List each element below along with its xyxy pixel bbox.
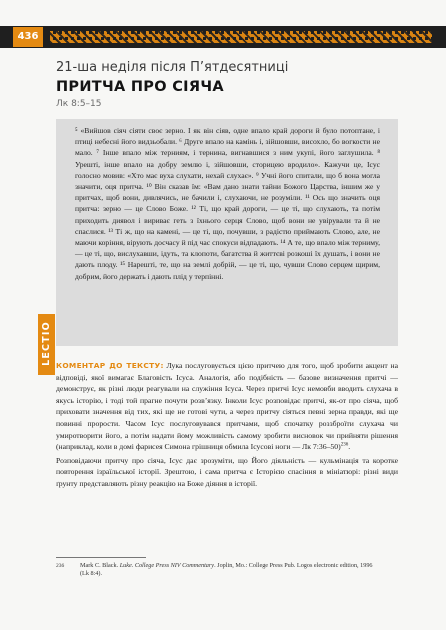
footnote-divider xyxy=(56,557,146,558)
sunday-title: 21-ша неділя після П’ятдесятниці xyxy=(56,60,289,75)
lectio-text: ⁵ «Вийшов сіяч сіяти своє зерно. І як він сіяв, одне впало край дороги й було потоптане, і птиці небесні його видзьобали. ⁶ Друге впало на камінь і, зійшовши, висохло, бо вогкости не мало. ⁷ Інше впало між терниям, і тернина, вигнавшися з ним укупі, його заглушила. ⁸ Урешті, інше впало на добру землю і, зійшовши, сторицею вродило». Кажучи це, Ісус голосно мовив: «Хто має вуха слухати, нехай слухає». ⁹ Учні його спитали, що б вона могла значити, оця притча. ¹⁰ Він сказав їм: «Вам дано знати тайни Божого Царства, іншим же у притчах, щоб вони, дивлячись, не бачили і, слухаючи, не розуміли. ¹¹ Ось що значить оця притча: зерно — це Слово Боже. ¹² Ті, що край дороги, — це ті, що слухають, та потім приходить диявол і вириває геть з їхнього серця Слово, щоб вони не увірували та й не спаслися. ¹³ Ті ж, що на камені, — це ті, що, почувши, з радістю приймають Слово, але, не маючи коріння, вірують досчасу й під час спокуси відпадають. ¹⁴ А те, що впало між терниму, — це ті, що, вислухавши, ідуть, та клопоти, багатства й життєві розкоші їх душать, і вони не дають плоду. ¹⁵ Нарешті, те, що на землі добрій, — це ті, що, чувши Слово серцем щирим, добрим, його держать і дають плід у терпінні. xyxy=(75,126,380,281)
commentary xyxy=(56,360,398,492)
lectio-box xyxy=(56,119,398,346)
page-title: ПРИТЧА ПРО СІЯЧА xyxy=(56,79,224,95)
footnote-author: Mark C. Black. xyxy=(80,562,120,569)
footnote-work: Luke. College Press NIV Commentary xyxy=(119,562,215,569)
footnote-reference[interactable]: 236 xyxy=(340,442,349,448)
commentary-paragraph-1-text: Лука послуговується цією притчею для того, щоб зробити акцент на відповіді, якої вимагає Благовість Ісуса. Аналогія, або подібність — базове визначення притчі — демонструє, як різні люди реагували на служіння Ісуса. Через притчі Ісус немовби вводить слухача в якусь історію, і тоді той прагне почути розв’язку. Інколи Ісус розповідає притчі, як-от про сіяча, щоб приховати значення від тих, які ще не готові чути, а через притчу сіяться певні зерна правди, які ще повинні прорости. Часом Ісус послуговувався притчами, щоб спочатку роззброїти слухача чи умиротворити його, а потім надати йому можливість самому зробити висновок чи прийняти рішення (наприклад, коли в домі фарисея Симона грішниця обмила Ісусові ноги — Лк 7:36–50) xyxy=(56,361,398,452)
footnote-rest: . Joplin, Mo.: College Press Pub. Logos electronic edition, 1996 (Lk 8:4). xyxy=(80,562,373,578)
commentary-heading: КОМЕНТАР ДО ТЕКСТУ: xyxy=(56,361,164,370)
footnote-body xyxy=(80,562,380,579)
footnote xyxy=(56,562,386,579)
decorative-ornament xyxy=(50,31,432,43)
commentary-paragraph-2: Розповідаючи притчу про сіяча, Ісус дає зрозуміти, що Його діяльність — кульмінація та коротке повторення ізраїльської історії. Зрештою, і сама притча є Історією спасіння в мініатюрі: різні види ґрунту представляють різну реакцію на Боже діяння в історії. xyxy=(56,455,398,488)
commentary-paragraph-1 xyxy=(56,360,398,453)
scripture-reference: Лк 8:5–15 xyxy=(56,99,102,109)
page-number: 436 xyxy=(13,27,43,47)
footnote-number: 236 xyxy=(56,563,65,569)
commentary-paragraph-1-end: . xyxy=(348,442,351,452)
lectio-label: LECTIO xyxy=(41,321,52,366)
